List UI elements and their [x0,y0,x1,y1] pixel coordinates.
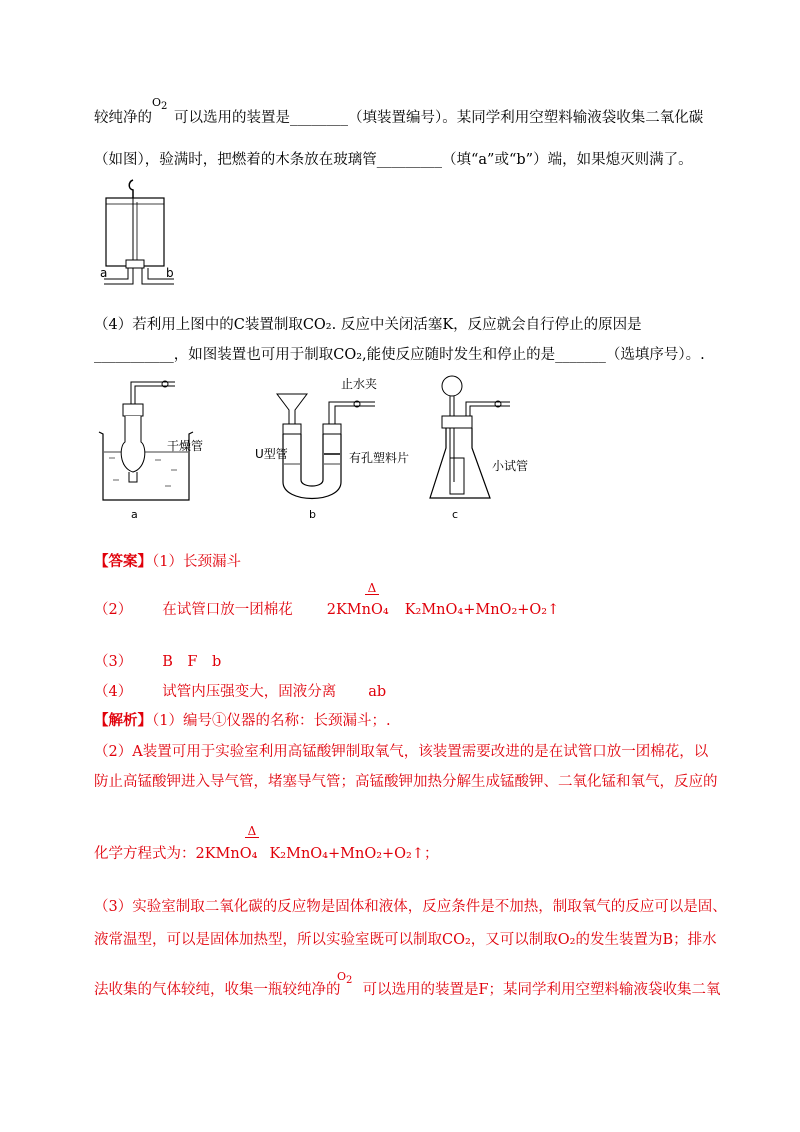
apparatus-a [95,372,205,522]
q4-line1: （4）若利用上图中的C装置制取CO₂. 反应中关闭活塞K，反应就会自行停止的原因是 [94,317,642,333]
caption-b: b [309,508,316,521]
o2-formula-red: O2 [337,970,353,986]
label-u-tube: U型管 [255,447,288,461]
q4-line2: ___________，如图装置也可用于制取CO₂,能使反应随时发生和停止的是_______（选填序号）。. [94,347,705,363]
answer-line3: （3） B F b [94,654,222,670]
analysis-p2-l2: 防止高锰酸钾进入导气管，堵塞导气管；高锰酸钾加热分解生成锰酸钾、二氧化锰和氧气，反应的 [94,774,718,790]
analysis-p3-l1: （3）实验室制取二氧化碳的反应物是固体和液体，反应条件是不加热，制取氧气的反应可以是固、 [94,899,727,915]
infusion-bag-figure [100,180,190,295]
answer-line4: （4） 试管内压强变大，固液分离 ab [94,684,387,700]
analysis-line1: 【解析】（1）编号①仪器的名称：长颈漏斗；. [94,712,391,729]
apparatus-c [420,372,550,522]
apparatus-b [255,372,410,522]
label-clamp: 止水夹 [341,377,378,391]
bag-label-b: b [166,266,174,280]
bag-label-a: a [100,266,108,280]
answer-line1: 【答案】（1）长颈漏斗 [94,553,241,570]
label-drying-tube: 干燥管 [167,439,204,453]
answer-line2: （2） 在试管口放一团棉花 2KMnO₄ K₂MnO₄+MnO₂+O₂↑ [94,602,560,618]
delta-symbol: Δ [365,582,379,595]
caption-a: a [131,508,138,521]
analysis-p3-l3: 法收集的气体较纯，收集一瓶较纯净的 可以选用的装置是F；某同学利用空塑料输液袋收集二氧 [94,982,721,998]
analysis-p2-l1: （2）A装置可用于实验室利用高锰酸钾制取氧气，该装置需要改进的是在试管口放一团棉花，以 [94,744,709,760]
delta-symbol-2: Δ [245,825,259,838]
o2-formula: O2 [152,96,168,112]
analysis-p2-l3: 化学方程式为：2KMnO₄ K₂MnO₄+MnO₂+O₂↑； [94,846,439,862]
caption-c: c [452,508,459,521]
label-plate: 有孔塑料片 [349,451,410,465]
q3-line2: （如图），验满时，把燃着的木条放在玻璃管_________（填“a”或“b”）端，如果熄灭则满了。 [94,152,693,168]
analysis-p3-l2: 液常温型，可以是固体加热型，所以实验室既可以制取CO₂，又可以制取O₂的发生装置为B；排水 [94,932,717,948]
q3-line1: 较纯净的 可以选用的装置是________（填装置编号）。某同学利用空塑料输液袋收集二氧化碳 [94,110,704,126]
label-small-tube: 小试管 [492,459,529,473]
